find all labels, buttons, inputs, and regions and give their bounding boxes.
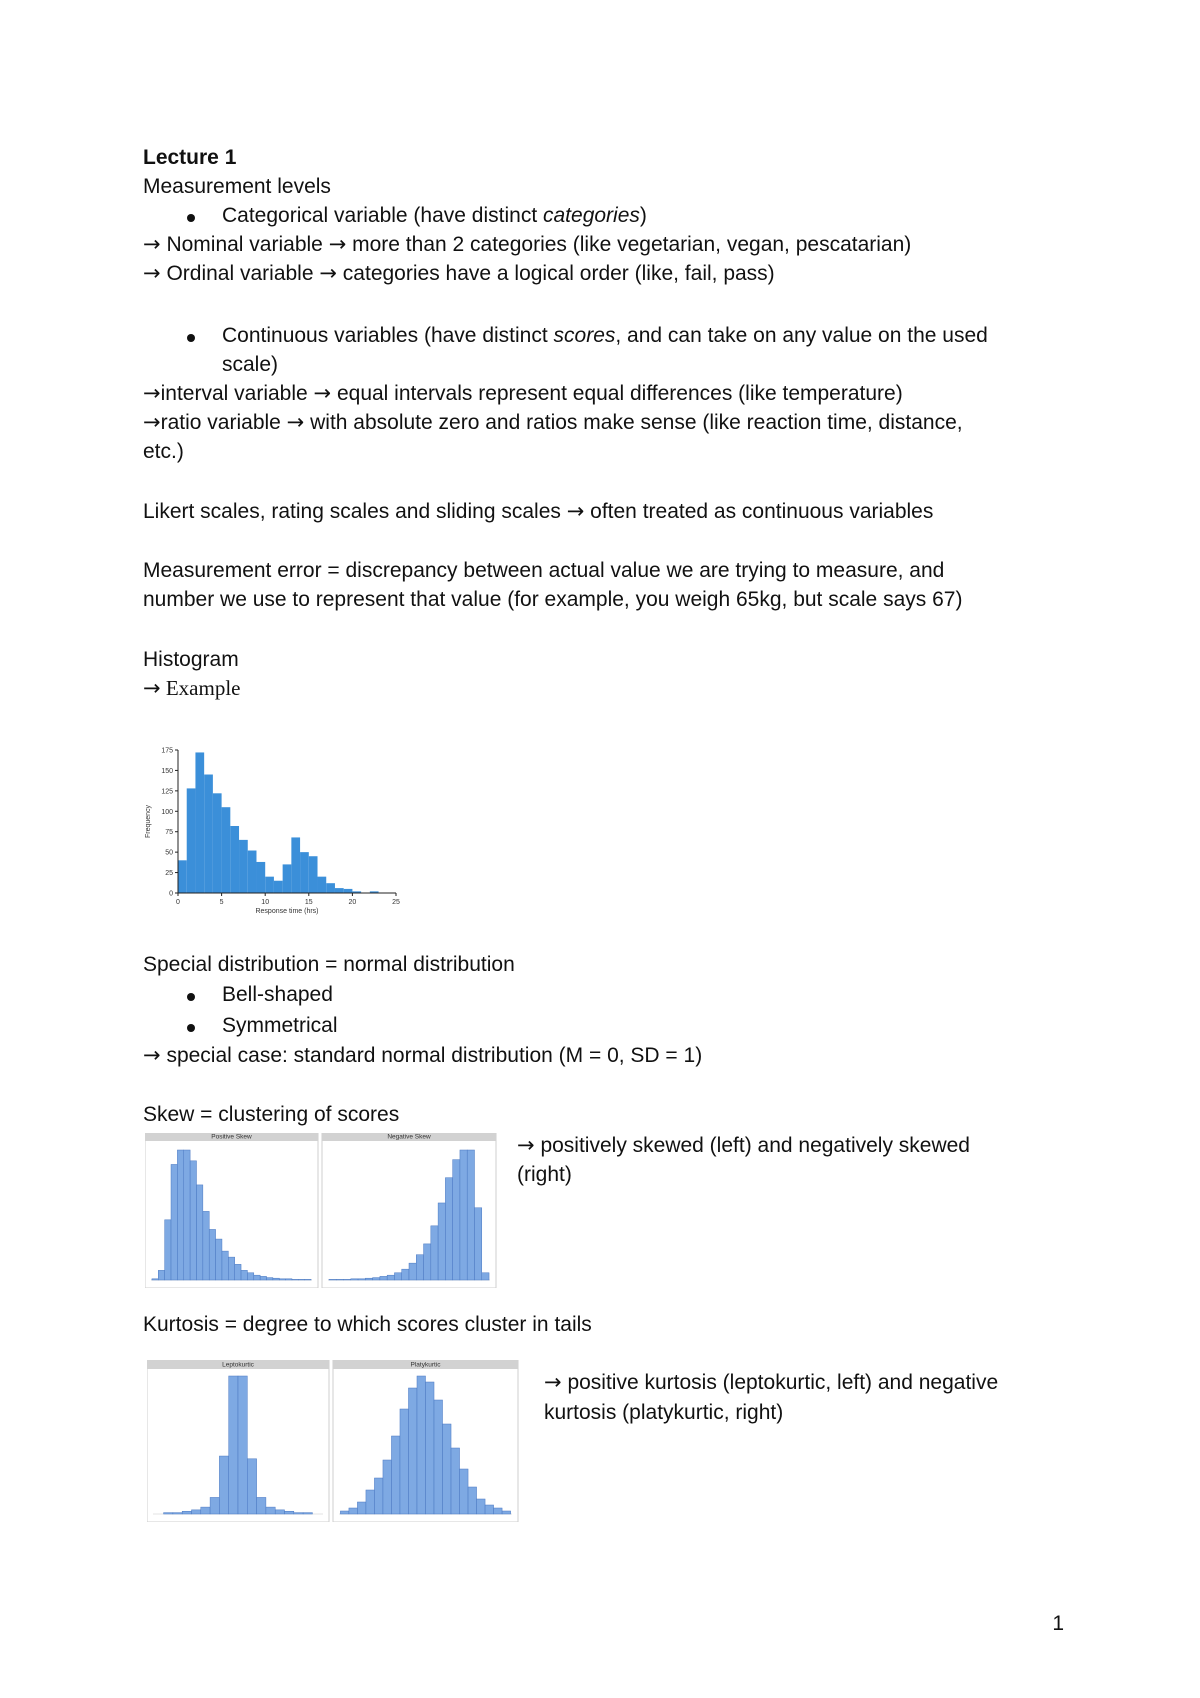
histogram-bar [256, 862, 265, 893]
distribution-bar [158, 1270, 164, 1280]
histogram-bar [326, 883, 335, 893]
measurement-levels-heading: Measurement levels [143, 175, 331, 198]
x-axis-label: Response time (hrs) [255, 908, 319, 915]
distribution-bar [182, 1511, 191, 1514]
arrow-icon: → [143, 676, 161, 700]
distribution-bar [209, 1229, 215, 1280]
distribution-bar [477, 1499, 486, 1514]
distribution-bar [222, 1251, 228, 1280]
distribution-bar [468, 1487, 477, 1514]
histogram-bar [344, 889, 353, 893]
distribution-bar [285, 1511, 294, 1514]
distribution-bar [260, 1276, 266, 1280]
distribution-bar [152, 1279, 158, 1280]
ratio-line-cont: etc.) [143, 440, 184, 463]
y-tick-label: 150 [161, 767, 173, 775]
distribution-bar [474, 1208, 481, 1280]
histogram-bar [239, 840, 248, 893]
distribution-bar [391, 1436, 400, 1514]
distribution-bar [203, 1211, 209, 1280]
distribution-bar [358, 1279, 365, 1280]
interval-line: →interval variable → equal intervals represent equal differences (like temperature) [143, 381, 903, 405]
distribution-bar [286, 1279, 292, 1280]
distribution-bar [380, 1276, 387, 1280]
histogram-bar [248, 851, 257, 893]
histogram-bar [178, 860, 187, 893]
normal-bullet-bell: Bell-shaped [222, 983, 333, 1006]
distribution-bar [266, 1507, 275, 1514]
skew-heading: Skew = clustering of scores [143, 1103, 400, 1126]
distribution-bar [443, 1424, 452, 1514]
distribution-bar [257, 1497, 266, 1514]
distribution-bar [502, 1511, 511, 1514]
distribution-bar [305, 1279, 311, 1280]
histogram-bar [265, 877, 274, 893]
distribution-bar [366, 1490, 375, 1514]
distribution-bar [351, 1279, 358, 1280]
y-tick-label: 125 [161, 788, 173, 796]
distribution-bar [201, 1507, 210, 1514]
distribution-bar [357, 1502, 366, 1514]
continuous-bullet: Continuous variables (have distinct scores, and can take on any value on the used [222, 324, 988, 347]
y-tick-label: 0 [169, 890, 173, 898]
kurtosis-description-line2: kurtosis (platykurtic, right) [544, 1401, 784, 1424]
normal-bullet-symmetrical: Symmetrical [222, 1014, 338, 1037]
panel-title: Positive Skew [211, 1133, 252, 1141]
y-tick-label: 50 [165, 849, 173, 857]
x-tick-label: 25 [392, 899, 400, 906]
distribution-bar [445, 1178, 452, 1280]
y-tick-label: 25 [165, 870, 173, 878]
histogram-bar [222, 807, 231, 893]
distribution-bar [434, 1400, 443, 1514]
distribution-bar [196, 1185, 202, 1280]
arrow-icon: → [286, 410, 305, 434]
distribution-bar [417, 1376, 426, 1514]
distribution-bar [247, 1273, 253, 1280]
x-tick-label: 20 [348, 899, 357, 906]
ratio-line: →ratio variable → with absolute zero and ratios make sense (like reaction time, distance, [143, 410, 963, 434]
distribution-bar [336, 1279, 343, 1280]
histogram-bar [309, 856, 318, 893]
distribution-bar [373, 1278, 380, 1280]
distribution-bar [383, 1460, 392, 1514]
distribution-bar [238, 1376, 247, 1514]
x-tick-label: 10 [261, 899, 270, 906]
distribution-bar [416, 1255, 423, 1280]
distribution-bar [303, 1513, 312, 1514]
page-number: 1 [1052, 1612, 1064, 1635]
special-case-line: → special case: standard normal distribution (M = 0, SD = 1) [143, 1043, 703, 1067]
histogram-bar [187, 788, 196, 893]
distribution-bar [210, 1497, 219, 1514]
distribution-bar [402, 1269, 409, 1280]
arrow-icon: → [319, 261, 337, 285]
histogram-bar [283, 864, 292, 893]
panel-title: Leptokurtic [222, 1361, 254, 1369]
distribution-bar [173, 1513, 182, 1514]
y-tick-label: 100 [161, 808, 173, 816]
distribution-bar [329, 1279, 336, 1280]
distribution-bar [344, 1279, 351, 1280]
bullet-icon [187, 214, 195, 222]
kurtosis-description-line1: → positive kurtosis (leptokurtic, left) and negative [544, 1370, 999, 1394]
distribution-bar [424, 1244, 431, 1280]
arrow-icon: → [143, 261, 161, 285]
distribution-bar [394, 1273, 401, 1280]
distribution-bar [453, 1160, 460, 1280]
distribution-bar [467, 1150, 474, 1280]
distribution-bar [247, 1459, 256, 1514]
histogram-bar [291, 837, 300, 893]
distribution-bar [219, 1456, 228, 1514]
panel-title: Platykurtic [410, 1361, 441, 1369]
skew-description-line1: → positively skewed (left) and negatively skewed [517, 1133, 970, 1157]
distribution-bar [438, 1203, 445, 1280]
kurtosis-figure [147, 1360, 520, 1522]
ordinal-line: → Ordinal variable → categories have a logical order (like, fail, pass) [143, 261, 775, 285]
distribution-bar [165, 1220, 171, 1280]
distribution-bar [460, 1150, 467, 1280]
normal-heading: Special distribution = normal distribution [143, 953, 515, 976]
distribution-bar [184, 1150, 190, 1280]
skew-figure [145, 1133, 500, 1288]
nominal-line: → Nominal variable → more than 2 categories (like vegetarian, vegan, pescatarian) [143, 232, 912, 256]
distribution-bar [216, 1239, 222, 1280]
distribution-bar [426, 1382, 435, 1514]
histogram-heading: Histogram [143, 648, 239, 671]
arrow-icon: → [143, 410, 161, 434]
histogram-bar [274, 881, 283, 893]
likert-line: Likert scales, rating scales and sliding scales → often treated as continuous variables [143, 499, 934, 523]
histogram-bar [213, 793, 222, 893]
distribution-bar [164, 1513, 173, 1514]
distribution-bar [494, 1508, 503, 1514]
distribution-bar [485, 1505, 494, 1514]
continuous-bullet-cont: scale) [222, 353, 279, 376]
histogram-bar [204, 775, 213, 893]
panel-title: Negative Skew [387, 1133, 431, 1141]
distribution-bar [460, 1469, 469, 1514]
distribution-bar [374, 1478, 383, 1514]
distribution-bar [191, 1510, 200, 1514]
arrow-icon: → [313, 381, 332, 405]
distribution-bar [298, 1279, 304, 1280]
histogram-bar [318, 877, 327, 893]
x-tick-label: 0 [176, 899, 180, 906]
distribution-bar [292, 1279, 298, 1280]
arrow-icon: → [566, 499, 585, 523]
measurement-error-line1: Measurement error = discrepancy between actual value we are trying to measure, and [143, 559, 945, 582]
kurtosis-heading: Kurtosis = degree to which scores cluster in tails [143, 1313, 592, 1336]
lecture-title: Lecture 1 [143, 146, 237, 169]
distribution-bar [349, 1508, 358, 1514]
histogram-bar [230, 826, 239, 893]
distribution-bar [241, 1270, 247, 1280]
distribution-bar [451, 1448, 460, 1514]
arrow-icon: → [328, 232, 347, 256]
distribution-bar [273, 1278, 279, 1280]
skew-description-line2: (right) [517, 1163, 572, 1186]
x-tick-label: 15 [304, 899, 313, 906]
y-tick-label: 75 [165, 829, 173, 837]
response-time-histogram [140, 735, 420, 915]
distribution-bar [482, 1273, 489, 1280]
distribution-bar [190, 1161, 196, 1280]
histogram-bar [195, 752, 204, 893]
bullet-icon [187, 993, 195, 1001]
distribution-bar [400, 1409, 409, 1514]
arrow-icon: → [143, 381, 161, 405]
distribution-bar [254, 1275, 260, 1280]
distribution-bar [365, 1278, 372, 1280]
distribution-bar [408, 1388, 417, 1514]
distribution-bar [267, 1278, 273, 1280]
distribution-bar [171, 1164, 177, 1280]
distribution-bar [387, 1275, 394, 1280]
histogram-example: → Example [143, 676, 241, 700]
distribution-bar [340, 1511, 349, 1514]
arrow-icon: → [143, 1043, 161, 1067]
distribution-bar [235, 1264, 241, 1280]
distribution-bar [279, 1279, 285, 1280]
y-axis-label: Frequency [145, 804, 152, 839]
distribution-bar [294, 1513, 303, 1514]
y-tick-label: 175 [161, 747, 173, 755]
distribution-bar [409, 1263, 416, 1280]
measurement-error-line2: number we use to represent that value (for example, you weigh 65kg, but scale says 67) [143, 588, 963, 611]
bullet-icon [187, 334, 195, 342]
distribution-bar [275, 1510, 284, 1514]
distribution-bar [177, 1150, 183, 1280]
x-tick-label: 5 [219, 899, 224, 906]
distribution-bar [228, 1257, 234, 1280]
bullet-icon [187, 1024, 195, 1032]
arrow-icon: → [544, 1370, 562, 1394]
distribution-bar [229, 1376, 238, 1514]
arrow-icon: → [517, 1133, 535, 1157]
distribution-bar [431, 1226, 438, 1280]
histogram-bar [335, 888, 344, 893]
categorical-bullet: Categorical variable (have distinct categories) [222, 204, 647, 227]
arrow-icon: → [143, 232, 161, 256]
histogram-bar [300, 852, 309, 893]
